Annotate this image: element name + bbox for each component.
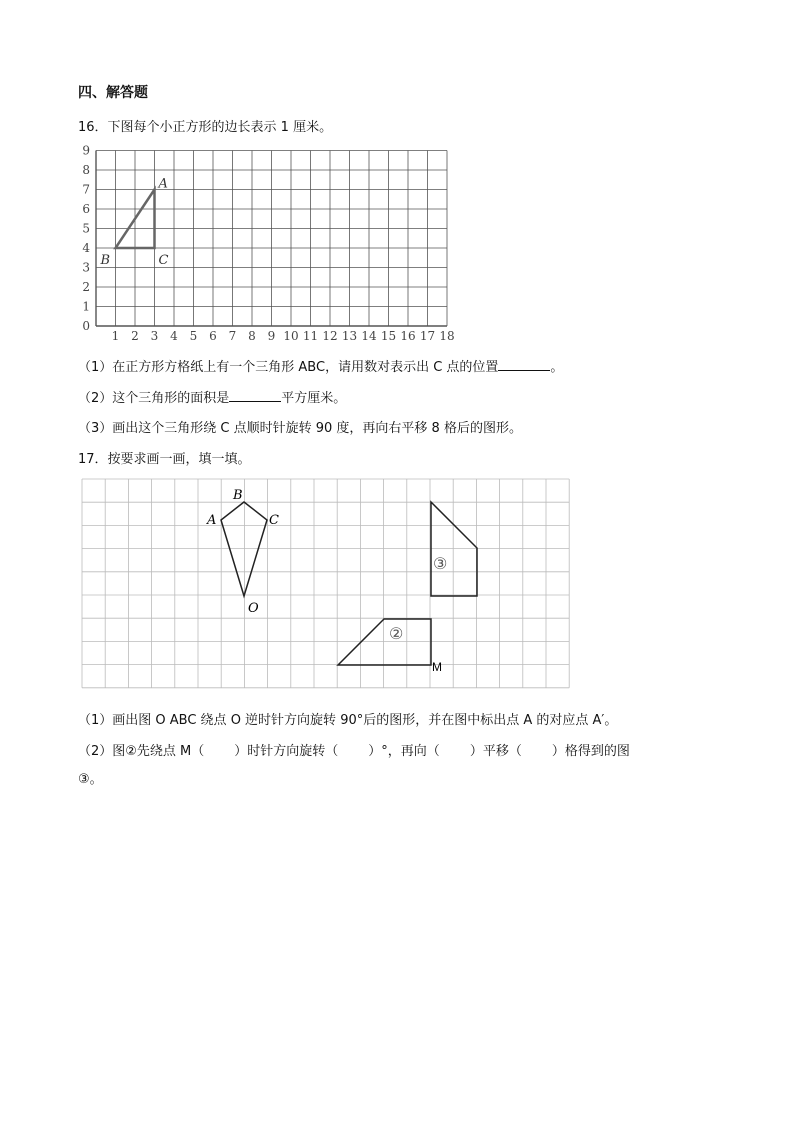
q17-sub2-e: ）格得到的图 — [551, 744, 630, 759]
vertex-label-c: C — [158, 253, 169, 268]
label-a: A — [207, 513, 217, 528]
x-tick-label: 3 — [150, 329, 159, 343]
q16-sub2-text: （2）这个三角形的面积是 — [78, 391, 230, 406]
q16-sub2-end: 平方厘米。 — [281, 391, 347, 406]
x-tick-label: 2 — [131, 329, 139, 343]
q16-sub1-end: 。 — [550, 360, 564, 375]
y-tick-label: 9 — [82, 143, 90, 158]
x-tick-label: 11 — [302, 329, 319, 343]
label-c: C — [269, 513, 279, 528]
label-m: M — [432, 660, 442, 674]
x-tick-label: 7 — [228, 329, 237, 343]
x-tick-label: 14 — [361, 329, 377, 343]
q16-stem: 16．下图每个小正方形的边长表示 1 厘米。 — [78, 120, 333, 135]
y-tick-label: 3 — [82, 260, 90, 275]
q17-sub2-b: ）时针方向旋转（ — [234, 744, 339, 759]
vertex-label-a: A — [158, 176, 168, 192]
label-fig2: ② — [389, 624, 404, 643]
x-tick-label: 6 — [209, 329, 217, 343]
x-tick-label: 16 — [400, 329, 416, 343]
y-tick-label: 5 — [82, 221, 90, 236]
x-tick-label: 9 — [267, 329, 276, 343]
y-tick-label: 0 — [82, 319, 90, 333]
x-tick-label: 1 — [111, 329, 120, 343]
x-tick-label: 8 — [248, 329, 256, 343]
figure-2 — [338, 619, 431, 665]
vertex-label-b: B — [100, 253, 111, 268]
q16-sub3: （3）画出这个三角形绕 C 点顺时针旋转 90 度，再向右平移 8 格后的图形。 — [78, 421, 522, 436]
q17-stem: 17．按要求画一画，填一填。 — [78, 452, 251, 467]
y-tick-label: 4 — [82, 241, 90, 255]
y-tick-label: 2 — [82, 280, 90, 294]
q17-grid-lines — [82, 479, 569, 688]
q17-sub2 — [78, 740, 630, 759]
x-tick-label: 15 — [380, 329, 397, 343]
q17-sub2-a: （2）图②先绕点 M（ — [78, 744, 205, 759]
x-tick-label: 17 — [419, 329, 436, 343]
x-tick-label: 18 — [439, 329, 455, 343]
x-tick-label: 4 — [170, 329, 178, 343]
x-tick-label: 10 — [283, 329, 299, 343]
x-tick-label: 12 — [322, 329, 338, 343]
figure-3 — [431, 502, 477, 596]
x-tick-label: 13 — [341, 329, 358, 343]
q17-sub2-c: ）°，再向（ — [368, 744, 440, 759]
q16-sub1-text: （1）在正方形方格纸上有一个三角形 ABC，请用数对表示出 C 点的位置 — [78, 360, 499, 375]
y-tick-label: 6 — [82, 202, 90, 216]
y-tick-label: 8 — [82, 163, 90, 177]
section-title: 四、解答题 — [78, 85, 148, 101]
y-tick-label: 1 — [82, 299, 90, 314]
q17-sub2-d: ）平移（ — [469, 744, 522, 759]
label-o: O — [248, 601, 259, 616]
q17-sub1: （1）画出图 O ABC 绕点 O 逆时针方向旋转 90°后的图形，并在图中标出点 A 的对应点 A′。 — [78, 713, 618, 728]
label-b: B — [233, 488, 243, 503]
q17-sub2-cont: ③。 — [78, 772, 103, 787]
x-tick-label: 5 — [189, 329, 198, 343]
y-tick-label: 7 — [82, 182, 90, 197]
label-fig3: ③ — [433, 554, 448, 573]
